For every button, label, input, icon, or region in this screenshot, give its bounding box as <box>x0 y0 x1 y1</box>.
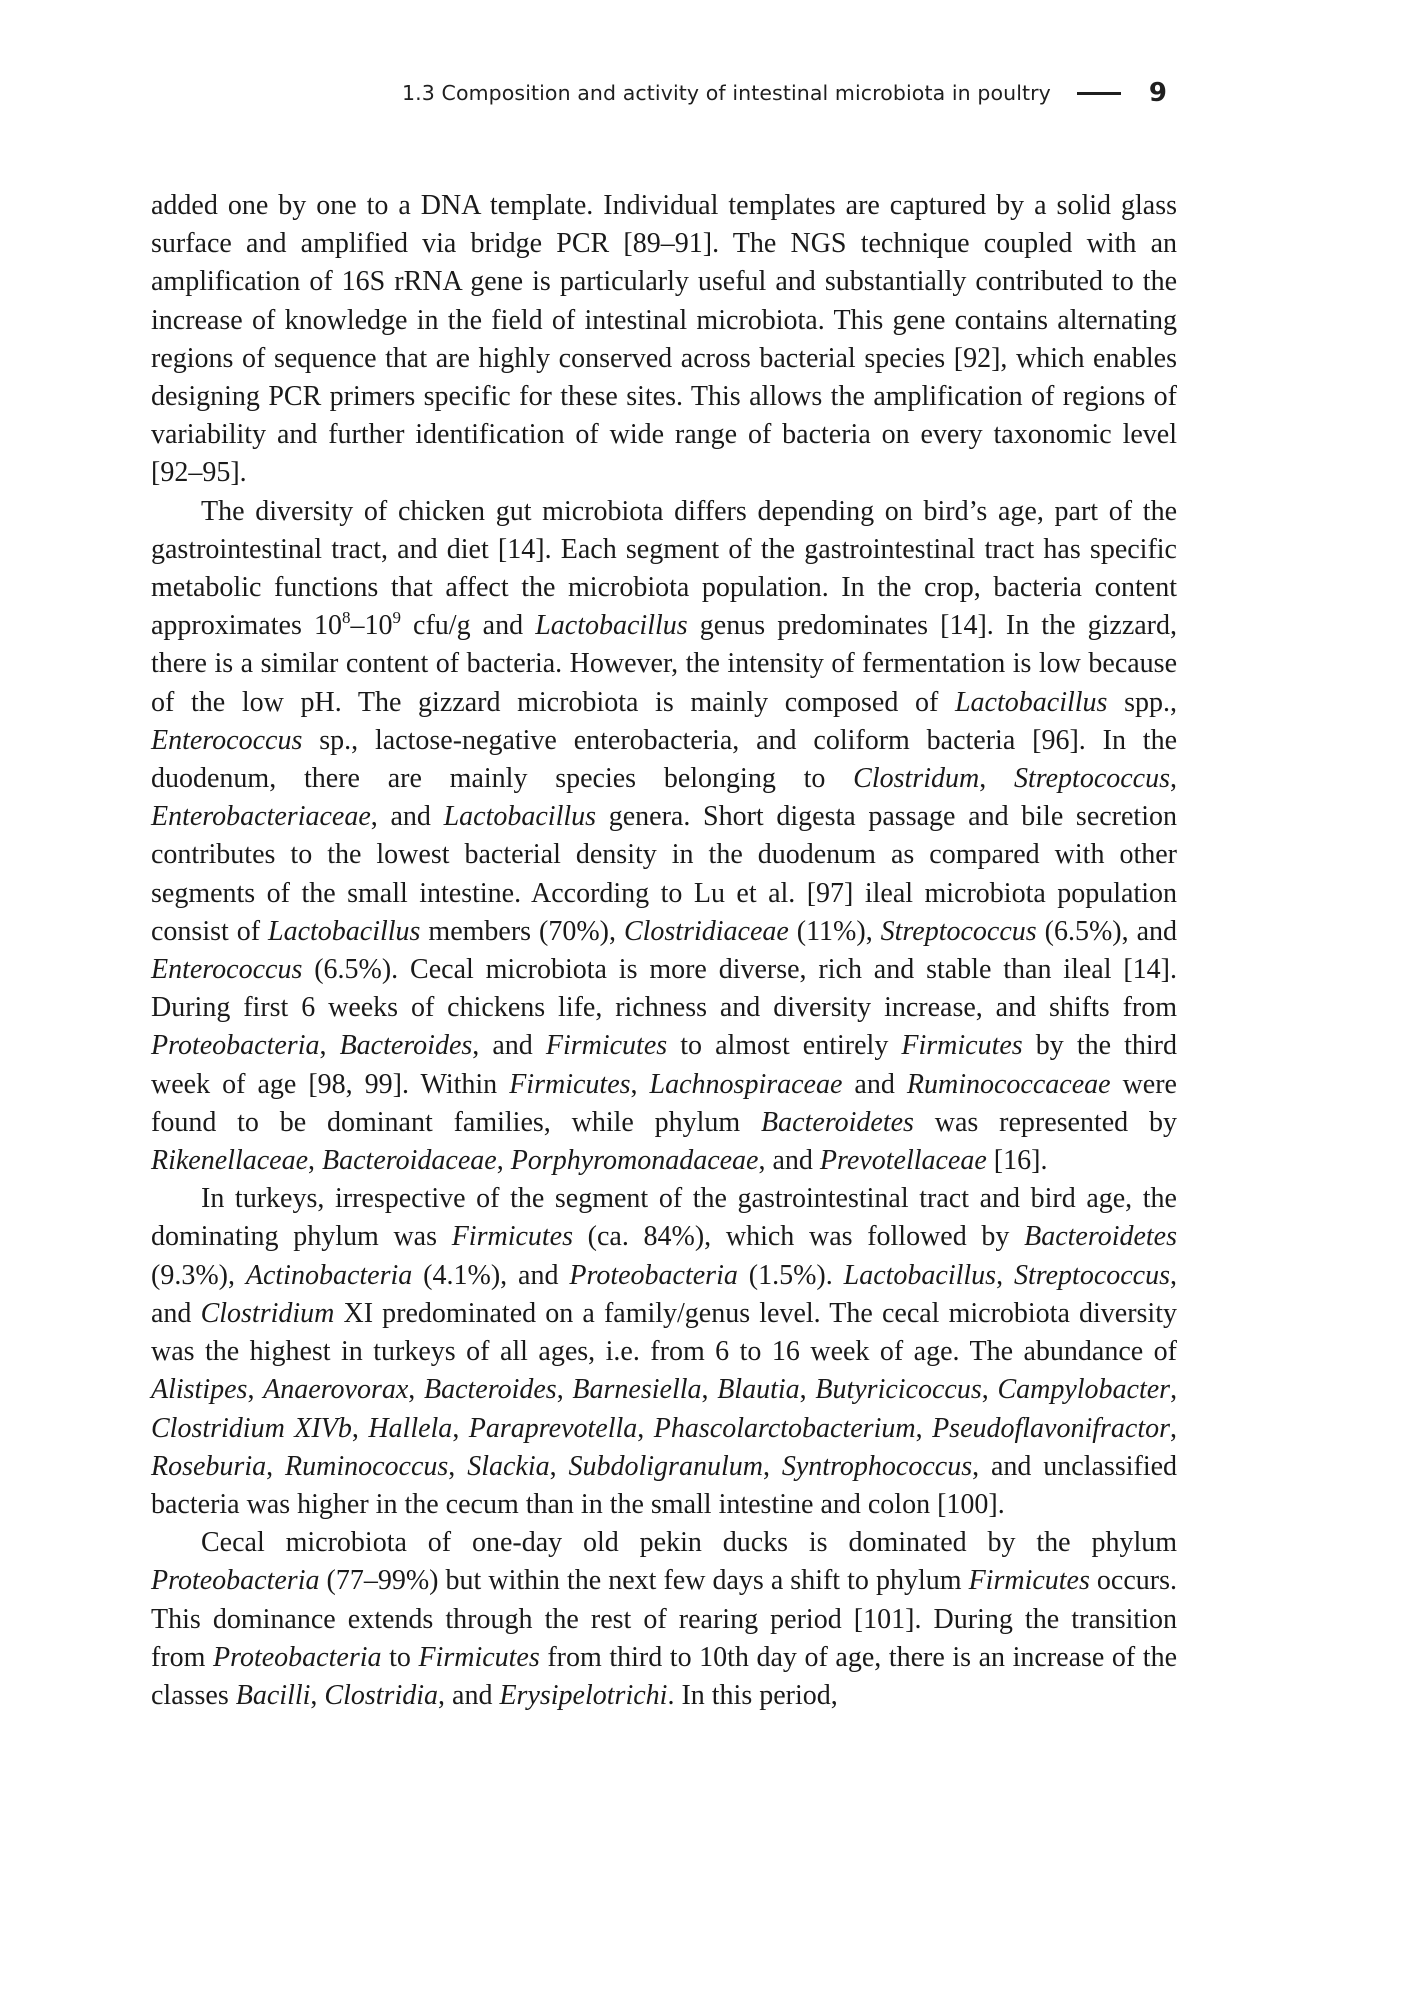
taxon-name: Alistipes <box>151 1374 248 1406</box>
text-run: , and <box>472 1030 546 1062</box>
text-run: , <box>408 1374 424 1406</box>
taxon-name: Lactobacillus <box>535 610 688 642</box>
taxon-name: Ruminococcus <box>285 1450 449 1482</box>
text-run: (4.1%), and <box>412 1259 570 1291</box>
taxon-name: Proteobacteria <box>569 1259 738 1291</box>
taxon-name: Porphyromonadaceae <box>510 1145 759 1177</box>
taxon-name: Clostridia <box>324 1679 439 1711</box>
taxon-name: Roseburia <box>151 1450 267 1482</box>
paragraph <box>151 493 1177 1181</box>
text-run: , <box>452 1412 469 1444</box>
taxon-name: Campylobacter <box>997 1374 1171 1406</box>
text-run: , and <box>151 1259 1178 1329</box>
text-run: from third to 10th day of age, there is an increase of the classes <box>151 1641 1178 1711</box>
text-run: , and <box>758 1145 820 1177</box>
running-head-title: 1.3 Composition and activity of intestinal microbiota in poultry <box>402 81 1051 105</box>
text-run: , <box>310 1679 325 1711</box>
text-run: , <box>637 1412 654 1444</box>
taxon-name: Barnesiella <box>572 1374 702 1406</box>
taxon-name: Syntrophococcus <box>781 1450 973 1482</box>
taxon-name: Blautia <box>717 1374 800 1406</box>
text-run: (ca. 84%), which was followed by <box>573 1221 1025 1253</box>
text-run: were found to be dominant families, while phylum <box>151 1068 1177 1138</box>
text-run: (77–99%) but within the next few days a shift to phylum <box>319 1565 969 1597</box>
taxon-name: Streptococcus <box>1013 1259 1171 1291</box>
taxon-name: Phascolarctobacterium <box>653 1412 916 1444</box>
text-run: occurs. This dominance extends through the rest of rearing period [101]. During the transition from <box>151 1565 1177 1673</box>
text-run: (9.3%), <box>151 1259 246 1291</box>
taxon-name: Erysipelotrichi <box>499 1679 668 1711</box>
taxon-name: Firmicutes <box>968 1565 1090 1597</box>
taxon-name: Prevotellaceae <box>819 1145 987 1177</box>
running-head <box>402 78 1167 108</box>
text-run: sp., lactose-negative enterobacteria, and coliform bacteria [96]. In the duodenum, there are mainly species belonging to <box>151 724 1177 795</box>
page-number: 9 <box>1148 78 1167 108</box>
taxon-name: Firmicutes <box>509 1068 631 1100</box>
text-run: , and <box>438 1679 500 1711</box>
text-run: , <box>1170 1412 1178 1444</box>
taxon-name: Firmicutes <box>545 1030 668 1062</box>
taxon-name: Lactobacillus <box>843 1259 997 1291</box>
text-run: , <box>996 1259 1014 1291</box>
text-run: The diversity of chicken gut microbiota differs depending on bird’s age, part of the gastrointestinal tract, and diet [14]. Each segment of the gastrointestinal tract has specific metabolic functions that affect the microbiota population. In the crop, bacteria content approximates 10 <box>151 495 1177 642</box>
taxon-name: Anaerovorax <box>263 1374 409 1406</box>
taxon-name: Proteobacteria <box>151 1565 320 1597</box>
taxon-name: Hallela <box>368 1412 453 1444</box>
text-run: , <box>496 1145 511 1177</box>
text-run: , <box>701 1374 718 1406</box>
taxon-name: Actinobacteria <box>245 1259 413 1291</box>
taxon-name: Streptococcus <box>1013 763 1171 795</box>
text-run: [16]. <box>986 1145 1048 1177</box>
running-head-rule <box>1077 92 1121 95</box>
text-run: , <box>448 1450 468 1482</box>
taxon-name: Bacilli <box>235 1679 311 1711</box>
taxon-name: Bacteroides <box>424 1374 557 1406</box>
text-run: genera. Short digesta passage and bile secretion contributes to the lowest bacterial density in the duodenum as compared with other segments of the small intestine. According to Lu et al. [97] ileal microbiota population consist of <box>151 801 1177 947</box>
taxon-name: Clostridium XIVb <box>151 1412 352 1444</box>
taxon-name: Clostridiaceae <box>623 915 789 947</box>
taxon-name: Rikenellaceae <box>151 1145 309 1177</box>
text-run: XI predominated on a family/genus level. The cecal microbiota diversity was the highest in turkeys of all ages, i.e. from 6 to 16 week of age. The abundance of <box>151 1297 1177 1368</box>
text-run: cfu/g and <box>400 610 536 642</box>
taxon-name: Bacteroides <box>339 1030 473 1062</box>
taxon-name: Clostridum <box>853 763 980 795</box>
text-run: members (70%), <box>420 915 624 947</box>
taxon-name: Lactobacillus <box>954 686 1108 718</box>
text-run: , <box>979 763 1014 795</box>
text-run: and <box>842 1068 907 1100</box>
taxon-name: Bacteroidetes <box>1024 1221 1177 1253</box>
text-run: to <box>381 1641 419 1673</box>
text-run: , and <box>370 801 444 833</box>
text-run: , <box>1170 763 1178 795</box>
taxon-name: Ruminococcaceae <box>906 1068 1111 1100</box>
superscript: 8 <box>341 608 351 628</box>
taxon-name: Bacteroidetes <box>761 1106 914 1138</box>
text-run: spp., <box>1107 686 1177 718</box>
text-run: , <box>319 1030 340 1062</box>
text-run: by the third week of age [98, 99]. Within <box>151 1030 1177 1100</box>
text-run: , <box>351 1412 369 1444</box>
text-run: , <box>308 1145 323 1177</box>
text-run: In turkeys, irrespective of the segment of the gastrointestinal tract and bird age, the dominating phylum was <box>151 1183 1177 1253</box>
text-run: , <box>266 1450 285 1482</box>
superscript: 9 <box>392 608 401 628</box>
taxon-name: Butyricicoccus <box>815 1374 982 1406</box>
taxon-name: Proteobacteria <box>213 1641 382 1673</box>
text-run: to almost entirely <box>667 1030 902 1062</box>
text-run: . In this period, <box>667 1679 838 1711</box>
text-run: , <box>799 1374 816 1406</box>
taxon-name: Lachnospiraceae <box>649 1068 843 1100</box>
taxon-name: Enterococcus <box>151 954 303 986</box>
text-run: , <box>981 1374 998 1406</box>
body-text <box>151 187 1177 1715</box>
text-run: , <box>915 1412 933 1444</box>
taxon-name: Lactobacillus <box>443 801 597 833</box>
taxon-name: Firmicutes <box>451 1221 573 1253</box>
text-run: was represented by <box>913 1106 1177 1138</box>
taxon-name: Pseudoflavonifractor <box>932 1412 1171 1444</box>
taxon-name: Firmicutes <box>901 1030 1023 1062</box>
paragraph <box>151 187 1177 493</box>
taxon-name: Bacteroidaceae <box>322 1145 497 1177</box>
taxon-name: Paraprevotella <box>468 1412 638 1444</box>
taxon-name: Enterococcus <box>151 724 303 756</box>
text-run: , <box>1170 1374 1178 1406</box>
taxon-name: Subdoligranulum <box>568 1450 763 1482</box>
taxon-name: Lactobacillus <box>268 915 421 947</box>
text-run: (6.5%), and <box>1036 915 1177 947</box>
text-run: , <box>762 1450 782 1482</box>
taxon-name: Streptococcus <box>880 915 1037 947</box>
text-run: (1.5%). <box>737 1259 844 1291</box>
taxon-name: Clostridium <box>200 1297 335 1329</box>
taxon-name: Slackia <box>467 1450 550 1482</box>
paragraph <box>151 1524 1177 1715</box>
taxon-name: Proteobacteria <box>151 1030 320 1062</box>
text-run: (6.5%). Cecal microbiota is more diverse, rich and stable than ileal [14]. During first 6 weeks of chickens life, richness and diversity increase, and shifts from <box>151 954 1177 1024</box>
text-run: added one by one to a DNA template. Individual templates are captured by a solid glass surface and amplified via bridge PCR [89–91]. The NGS technique coupled with an amplification of 16S rRNA gene is particularly useful and substantially contributed to the increase of knowledge in the field of intestinal microbiota. This gene contains alternating regions of sequence that are highly conserved across bacterial species [92], which enables designing PCR primers specific for these sites. This allows the amplification of regions of variability and further identification of wide range of bacteria on every taxonomic level [92–95]. <box>151 190 1177 489</box>
text-run: –10 <box>350 610 393 642</box>
text-run: , <box>549 1450 569 1482</box>
text-run: , <box>247 1374 264 1406</box>
text-run: , <box>630 1068 650 1100</box>
paragraph <box>151 1180 1177 1524</box>
text-run: genus predominates [14]. In the gizzard, there is a similar content of bacteria. However, the intensity of fermentation is low because of the low pH. The gizzard microbiota is mainly composed of <box>151 610 1178 718</box>
text-run: Cecal microbiota of one-day old pekin ducks is dominated by the phylum <box>201 1527 1177 1559</box>
text-run: , <box>556 1374 573 1406</box>
taxon-name: Enterobacteriaceae <box>151 801 371 833</box>
taxon-name: Firmicutes <box>418 1641 540 1673</box>
text-run: (11%), <box>788 915 881 947</box>
text-run: , and unclassified bacteria was higher in the cecum than in the small intestine and colon [100]. <box>151 1450 1178 1520</box>
